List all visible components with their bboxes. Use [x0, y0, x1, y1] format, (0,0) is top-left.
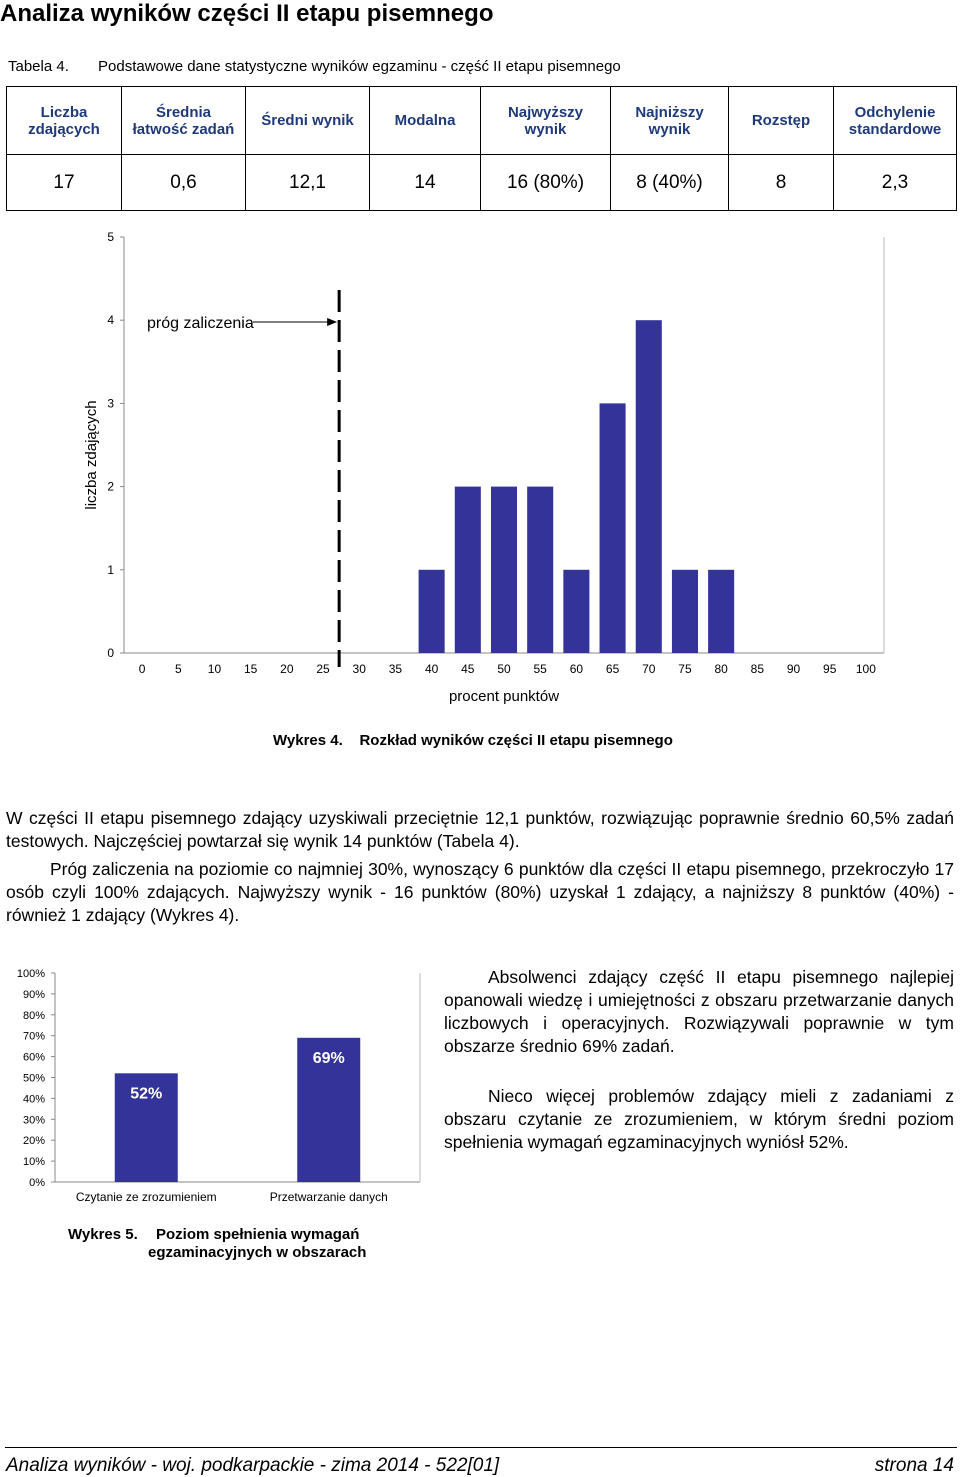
- chart2-caption-label: Wykres 5.: [68, 1226, 138, 1243]
- table-cell: 8 (40%): [611, 155, 729, 211]
- x-tick-label: 90: [786, 662, 801, 676]
- x-tick-label: 15: [243, 662, 258, 676]
- y-tick-label: 30%: [22, 1114, 45, 1127]
- x-tick-label: 0: [138, 662, 146, 676]
- x-tick-label: 80: [714, 662, 728, 676]
- y-tick-label: 10%: [22, 1156, 45, 1169]
- side-paragraph: Nieco więcej problemów zdający mieli z zadaniami z obszaru czytanie ze zrozumieniem, w którym średni poziom spełnienia wymagań egzaminacyjnych wyniósł 52%.: [444, 1086, 954, 1152]
- table-cell: 14: [370, 155, 481, 211]
- chart2-caption-title-2: egzaminacyjnych w obszarach: [148, 1244, 367, 1261]
- x-tick-label: 25: [316, 662, 330, 676]
- histogram-bar: [455, 487, 481, 653]
- x-axis-title: procent punktów: [448, 688, 560, 705]
- histogram-bar: [708, 570, 734, 653]
- chart2-caption-title-1: Poziom spełnienia wymagań: [156, 1226, 360, 1243]
- footer-left: Analiza wyników - woj. podkarpackie - zima 2014 - 522[01]: [6, 1455, 500, 1476]
- y-tick-label: 0: [107, 646, 114, 660]
- side-paragraph: Absolwenci zdający część II etapu pisemnego najlepiej opanowali wiedzę i umiejętności z obszaru przetwarzanie danych liczbowych i operacyjnych. Rozwiązywali poprawnie w tym obszarze średnio 69% zadań.: [444, 967, 954, 1056]
- y-tick-label: 90%: [22, 988, 45, 1001]
- header-cell: Odchylenie standardowe: [834, 87, 957, 155]
- x-tick-label: 40: [424, 662, 439, 676]
- y-tick-label: 70%: [22, 1030, 45, 1043]
- table-row: [7, 155, 957, 211]
- histogram-chart: [0, 220, 960, 710]
- x-tick-label: 45: [461, 662, 475, 676]
- x-tick-label: 20: [280, 662, 294, 676]
- page-number: strona 14: [874, 1455, 954, 1476]
- histogram-bar: [527, 487, 553, 653]
- table-cell: 12,1: [246, 155, 370, 211]
- chart1-caption-title: Rozkład wyników części II etapu pisemnego: [359, 732, 673, 749]
- bar-data-label: 69%: [312, 1049, 345, 1067]
- annotation-arrow-head: [327, 318, 337, 326]
- x-tick-label: 70: [642, 662, 656, 676]
- y-tick-label: 20%: [22, 1135, 45, 1148]
- table-cell: 17: [7, 155, 122, 211]
- table-title: Podstawowe dane statystyczne wyników egzaminu - część II etapu pisemnego: [98, 58, 621, 75]
- y-tick-label: 0%: [29, 1177, 45, 1189]
- header-cell: Liczba zdających: [7, 87, 122, 155]
- x-tick-label: 65: [605, 662, 620, 676]
- y-tick-label: 4: [107, 313, 114, 328]
- x-tick-label: 50: [497, 662, 511, 676]
- y-tick-label: 60%: [22, 1051, 45, 1064]
- x-category-label: Przetwarzanie danych: [269, 1190, 388, 1204]
- header-cell: Średnia łatwość zadań: [122, 87, 246, 155]
- y-tick-label: 40%: [22, 1093, 45, 1106]
- histogram-bar: [672, 570, 698, 653]
- x-tick-label: 35: [388, 662, 403, 676]
- header-cell: Najniższy wynik: [611, 87, 729, 155]
- table-cell: 0,6: [122, 155, 246, 211]
- histogram-bar: [600, 403, 626, 653]
- y-tick-label: 50%: [22, 1072, 45, 1085]
- x-tick-label: 10: [207, 662, 222, 676]
- footer-divider: [5, 1447, 957, 1448]
- x-tick-label: 95: [823, 662, 837, 676]
- table-caption: [8, 58, 621, 75]
- threshold-annotation: próg zaliczenia: [147, 315, 254, 332]
- x-tick-label: 60: [569, 662, 584, 676]
- chart1-caption: [273, 732, 673, 749]
- x-category-label: Czytanie ze zrozumieniem: [75, 1190, 217, 1204]
- y-tick-label: 80%: [22, 1009, 45, 1022]
- chart1-caption-label: Wykres 4.: [273, 732, 343, 749]
- y-tick-label: 100%: [16, 968, 45, 980]
- table-header-row: [7, 87, 957, 155]
- y-tick-label: 3: [107, 396, 114, 411]
- page-heading: Analiza wyników części II etapu pisemnego: [0, 0, 494, 27]
- header-cell: Średni wynik: [246, 87, 370, 155]
- areas-bar-chart: [0, 960, 430, 1210]
- stats-table: [6, 86, 957, 211]
- histogram-bar: [563, 570, 589, 653]
- x-tick-label: 85: [750, 662, 765, 676]
- paragraph: Próg zaliczenia na poziomie co najmniej 30%, wynoszący 6 punktów dla części II etapu pisemnego, przekroczyło 17 osób czyli 100% zdających. Najwyższy wynik - 16 punktów (80%) uzyskał 1 zdający, a najniższy 8 punktów (40%) - również 1 zdający (Wykres 4).: [6, 859, 954, 925]
- x-tick-label: 55: [533, 662, 547, 676]
- table-cell: 8: [729, 155, 834, 211]
- table-cell: 2,3: [834, 155, 957, 211]
- y-tick-label: 5: [107, 230, 114, 244]
- paragraph: W części II etapu pisemnego zdający uzyskiwali przeciętnie 12,1 punktów, rozwiązując poprawnie średnio 60,5% zadań testowych. Najczęściej powtarzał się wynik 14 punktów (Tabela 4).: [6, 808, 954, 851]
- x-tick-label: 100: [855, 662, 876, 676]
- x-tick-label: 5: [174, 662, 182, 676]
- table-label: Tabela 4.: [8, 58, 69, 75]
- histogram-bar: [491, 487, 517, 653]
- header-cell: Najwyższy wynik: [481, 87, 611, 155]
- y-tick-label: 2: [107, 479, 114, 494]
- y-tick-label: 1: [107, 562, 114, 577]
- x-tick-label: 30: [352, 662, 366, 676]
- bar-data-label: 52%: [130, 1085, 163, 1103]
- header-cell: Rozstęp: [729, 87, 834, 155]
- y-axis-title: liczba zdających: [83, 400, 100, 510]
- histogram-bar: [636, 320, 662, 653]
- histogram-bar: [419, 570, 445, 653]
- x-tick-label: 75: [678, 662, 692, 676]
- header-cell: Modalna: [370, 87, 481, 155]
- table-cell: 16 (80%): [481, 155, 611, 211]
